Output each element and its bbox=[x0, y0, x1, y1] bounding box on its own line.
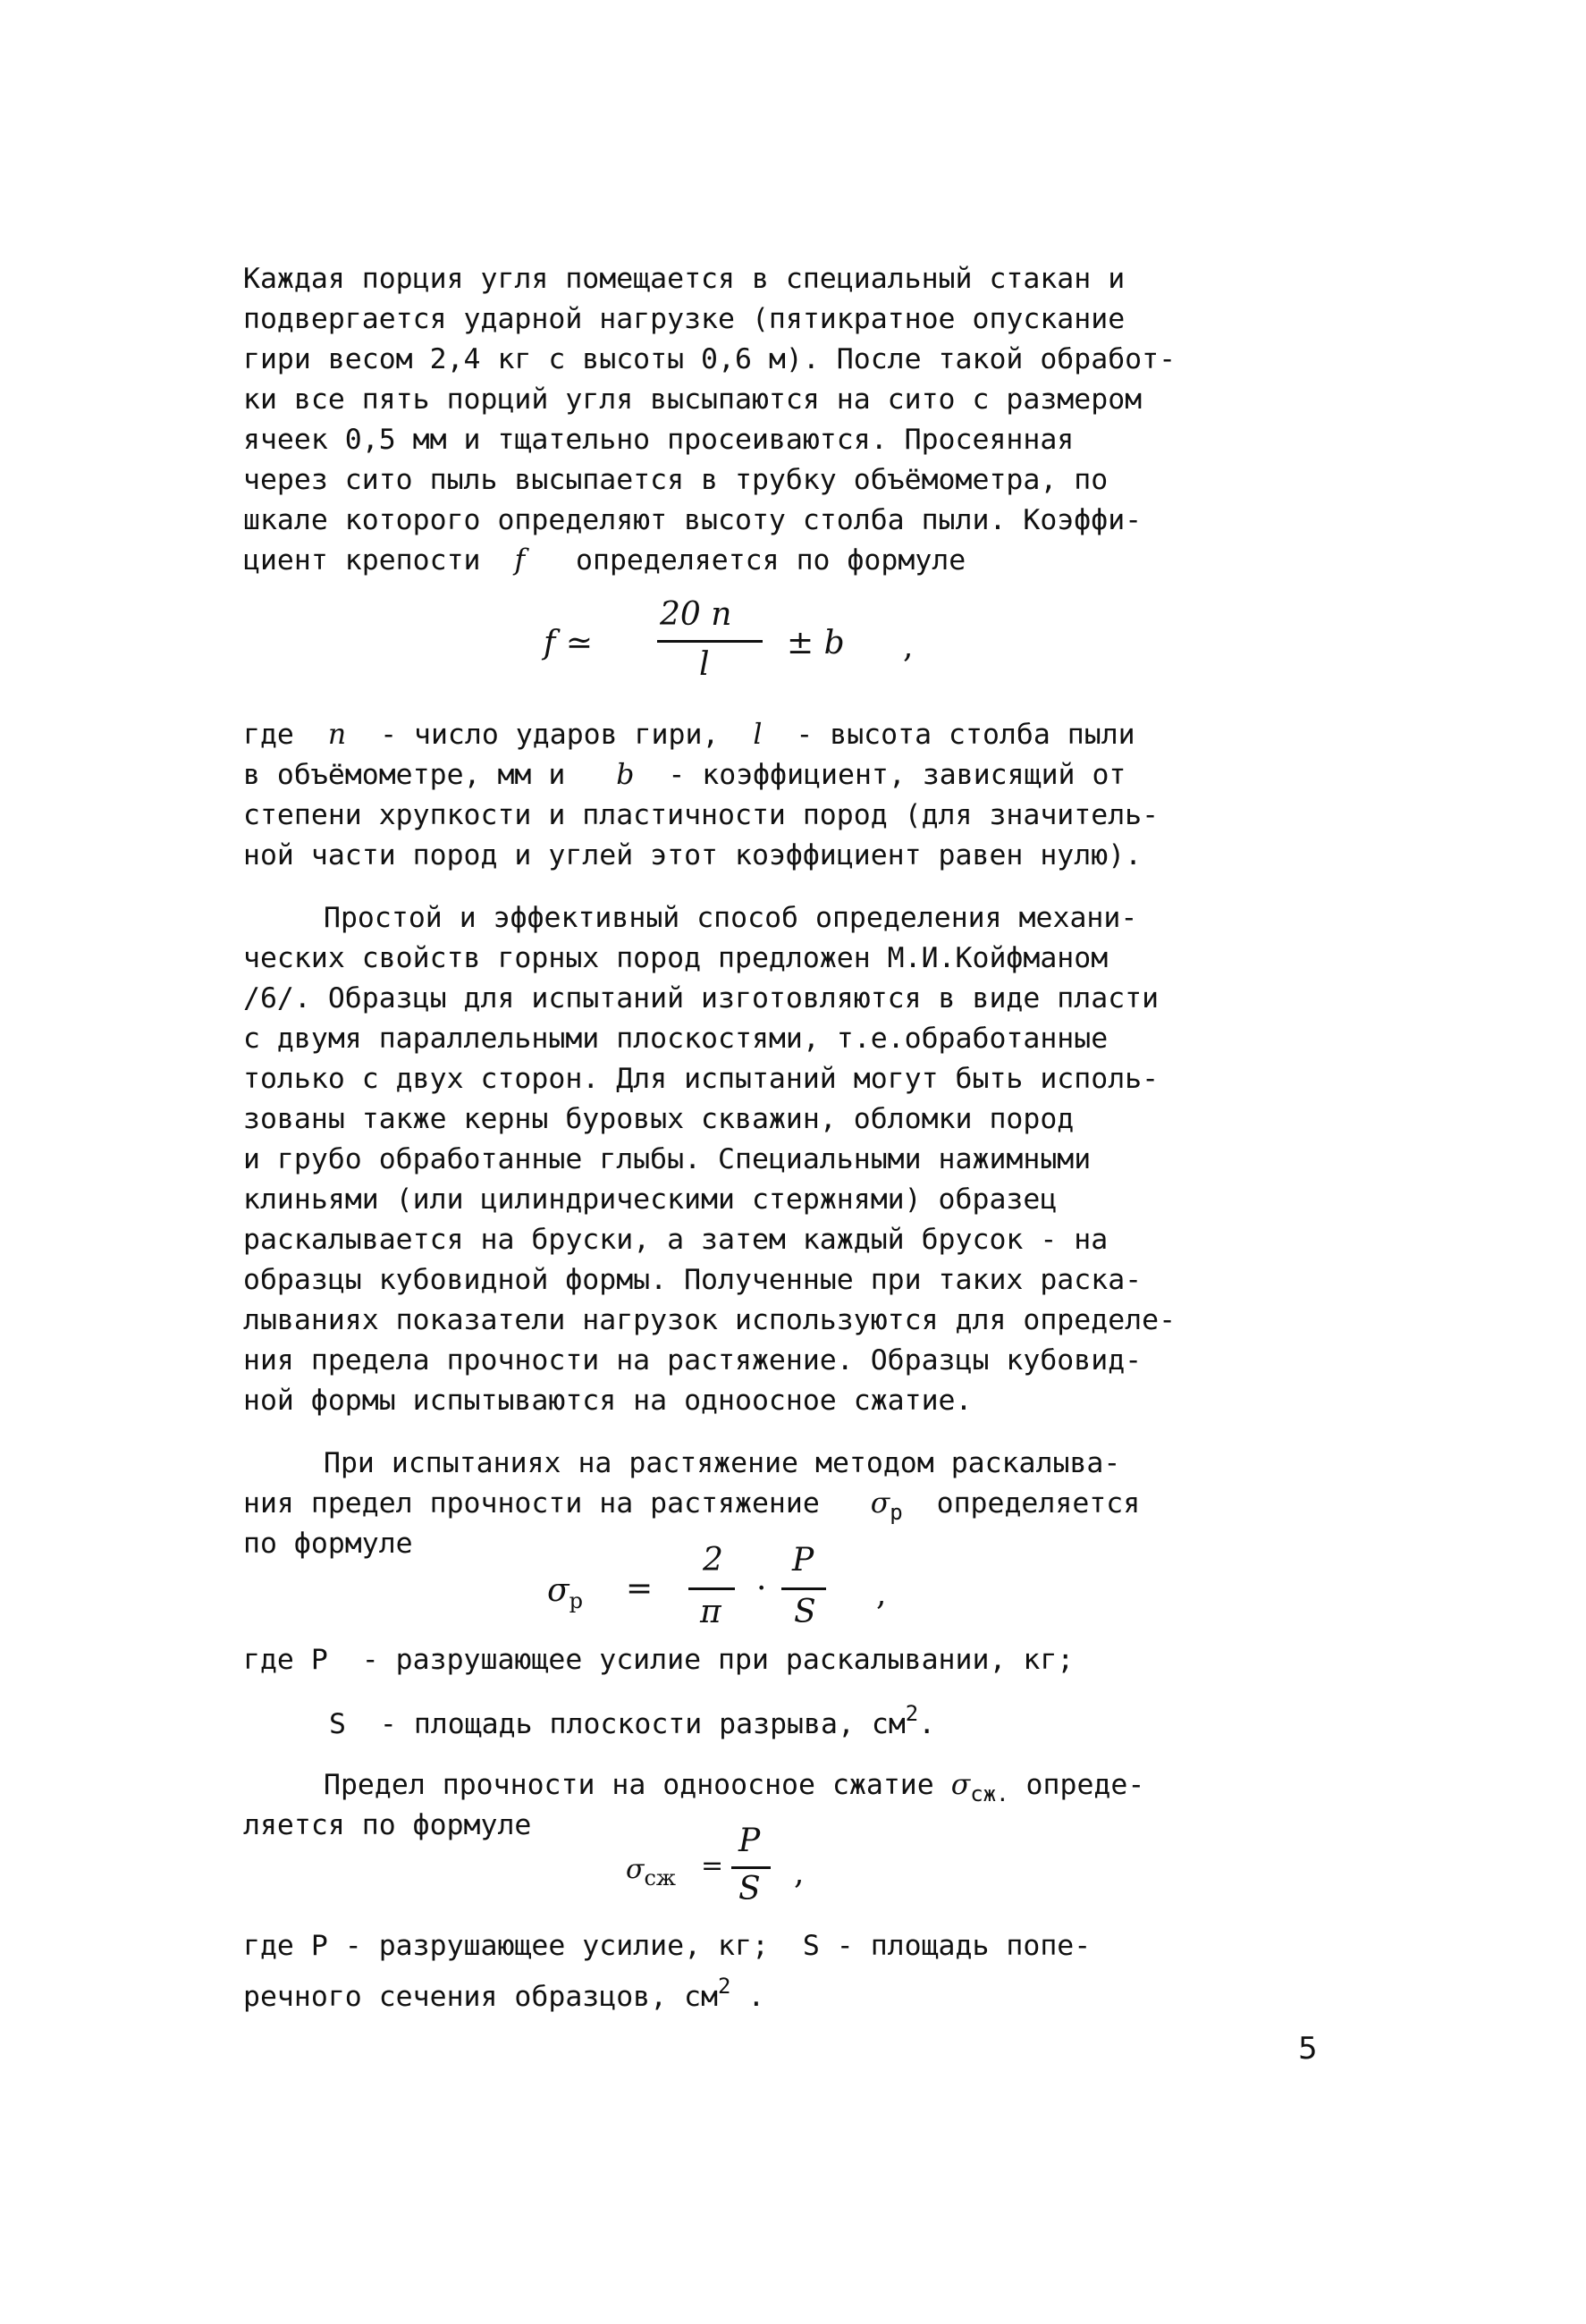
math-subscript: сж bbox=[644, 1865, 677, 1890]
text-line: только с двух сторон. Для испытаний могут быть исполь- bbox=[243, 1063, 1160, 1095]
text-line: ной части пород и углей этот коэффициент равен нулю). bbox=[243, 839, 1143, 872]
math-symbol: σ bbox=[547, 1572, 569, 1609]
text-segment: - число ударов гири, bbox=[380, 719, 720, 751]
formula-lhs bbox=[626, 1852, 676, 1896]
formula-comma: , bbox=[876, 1576, 887, 1612]
text-line: по формуле bbox=[243, 1528, 413, 1560]
formula-denominator: l bbox=[699, 646, 710, 683]
text-line: где P - разрушающее усилие, кг; S - площадь попе- bbox=[243, 1930, 1092, 1962]
math-subscript: p bbox=[569, 1588, 583, 1613]
fraction-bar bbox=[688, 1587, 735, 1590]
text-line: /6/. Образцы для испытаний изготовляются в виде пласти bbox=[243, 982, 1160, 1015]
math-symbol: σ bbox=[870, 1487, 890, 1520]
page-number: 5 bbox=[1298, 2031, 1318, 2067]
text-segment: ния предел прочности на растяжение bbox=[243, 1487, 820, 1520]
text-segment: где bbox=[243, 719, 294, 751]
text-line: раскалывается на бруски, а затем каждый брусок - на bbox=[243, 1224, 1109, 1256]
text-segment: циент крепости bbox=[243, 544, 481, 577]
text-line bbox=[243, 541, 966, 580]
text-segment: определяется bbox=[936, 1487, 1141, 1520]
math-superscript: 2 bbox=[718, 1974, 731, 1999]
text-line: с двумя параллельными плоскостями, т.е.обработанные bbox=[243, 1023, 1109, 1055]
text-line bbox=[329, 1694, 935, 1744]
text-line: гири весом 2,4 кг с высоты 0,6 м). После такой обработ- bbox=[243, 343, 1177, 375]
text-line: ляется по формуле bbox=[243, 1809, 532, 1841]
formula-comma: , bbox=[903, 628, 914, 665]
text-segment: . bbox=[730, 1981, 765, 2013]
text-line bbox=[243, 1966, 764, 2017]
formula-lhs: f ≃ bbox=[544, 625, 593, 661]
math-superscript: 2 bbox=[905, 1701, 919, 1726]
text-segment: речного сечения образцов, см bbox=[243, 1981, 719, 2013]
text-line: ной формы испытываются на одноосное сжатие. bbox=[243, 1385, 973, 1417]
text-line bbox=[243, 755, 1126, 795]
formula-equals: = bbox=[626, 1570, 654, 1607]
formula-comma: , bbox=[794, 1855, 805, 1891]
text-segment: - коэффициент, зависящий от bbox=[668, 759, 1126, 791]
text-line: ки все пять порций угля высыпаются на сито с размером bbox=[243, 383, 1143, 416]
text-line: и грубо обработанные глыбы. Специальными нажимными bbox=[243, 1143, 1092, 1175]
text-line: ния предела прочности на растяжение. Образцы кубовид- bbox=[243, 1344, 1143, 1377]
formula-denominator: π bbox=[700, 1594, 721, 1630]
formula-denominator: S bbox=[738, 1871, 761, 1907]
text-line: Простой и эффективный способ определения механи- bbox=[324, 902, 1138, 934]
fraction-bar bbox=[657, 640, 763, 643]
text-line: где P - разрушающее усилие при раскалывании, кг; bbox=[243, 1644, 1075, 1676]
formula-equals: = bbox=[701, 1850, 724, 1882]
text-segment: опреде- bbox=[1025, 1769, 1145, 1801]
fraction-bar bbox=[781, 1587, 826, 1590]
text-line: клиньями (или цилиндрическими стержнями) образец bbox=[243, 1183, 1058, 1216]
text-line: При испытаниях на растяжение методом раскалыва- bbox=[324, 1447, 1121, 1479]
math-subscript: p bbox=[890, 1500, 903, 1525]
text-segment: - высота столба пыли bbox=[796, 719, 1135, 751]
text-segment: в объёмометре, мм и bbox=[243, 759, 566, 791]
text-line bbox=[243, 715, 1135, 754]
text-segment: . bbox=[918, 1708, 936, 1740]
text-line: шкале которого определяют высоту столба пыли. Коэффи- bbox=[243, 504, 1143, 536]
formula-lhs bbox=[547, 1573, 583, 1619]
text-segment: определяется по формуле bbox=[576, 544, 966, 577]
text-line: через сито пыль высыпается в трубку объёмометра, по bbox=[243, 464, 1109, 496]
text-line: лываниях показатели нагрузок используются для определе- bbox=[243, 1304, 1177, 1336]
math-symbol: σ bbox=[950, 1769, 971, 1801]
math-subscript: сж. bbox=[970, 1781, 1009, 1806]
formula-dot: · bbox=[756, 1570, 767, 1607]
text-line: ячеек 0,5 мм и тщательно просеиваются. Просеянная bbox=[243, 424, 1075, 456]
formula-denominator: S bbox=[794, 1594, 816, 1630]
text-line: степени хрупкости и пластичности пород (для значитель- bbox=[243, 799, 1160, 831]
text-segment: Предел прочности на одноосное сжатие bbox=[324, 1769, 934, 1801]
formula-rhs: ± b bbox=[787, 625, 845, 661]
text-line: зованы также керны буровых скважин, обломки пород bbox=[243, 1103, 1075, 1135]
math-symbol: b bbox=[616, 759, 635, 791]
formula-numerator: P bbox=[792, 1542, 814, 1579]
text-segment: S - площадь плоскости разрыва, см bbox=[329, 1708, 906, 1740]
math-symbol: n bbox=[327, 719, 347, 751]
text-line: Каждая порция угля помещается в специальный стакан и bbox=[243, 263, 1126, 295]
fraction-bar bbox=[731, 1866, 771, 1869]
formula-numerator: 20 n bbox=[660, 596, 732, 633]
text-line: образцы кубовидной формы. Полученные при таких раска- bbox=[243, 1264, 1143, 1296]
math-symbol: σ bbox=[626, 1854, 645, 1885]
math-symbol: l bbox=[753, 719, 763, 751]
text-line: ческих свойств горных пород предложен М.И.Койфманом bbox=[243, 942, 1109, 974]
formula-numerator: 2 bbox=[703, 1542, 723, 1579]
formula-numerator: P bbox=[738, 1823, 761, 1859]
math-symbol: f bbox=[514, 544, 526, 577]
text-line: подвергается ударной нагрузке (пятикратное опускание bbox=[243, 303, 1126, 335]
